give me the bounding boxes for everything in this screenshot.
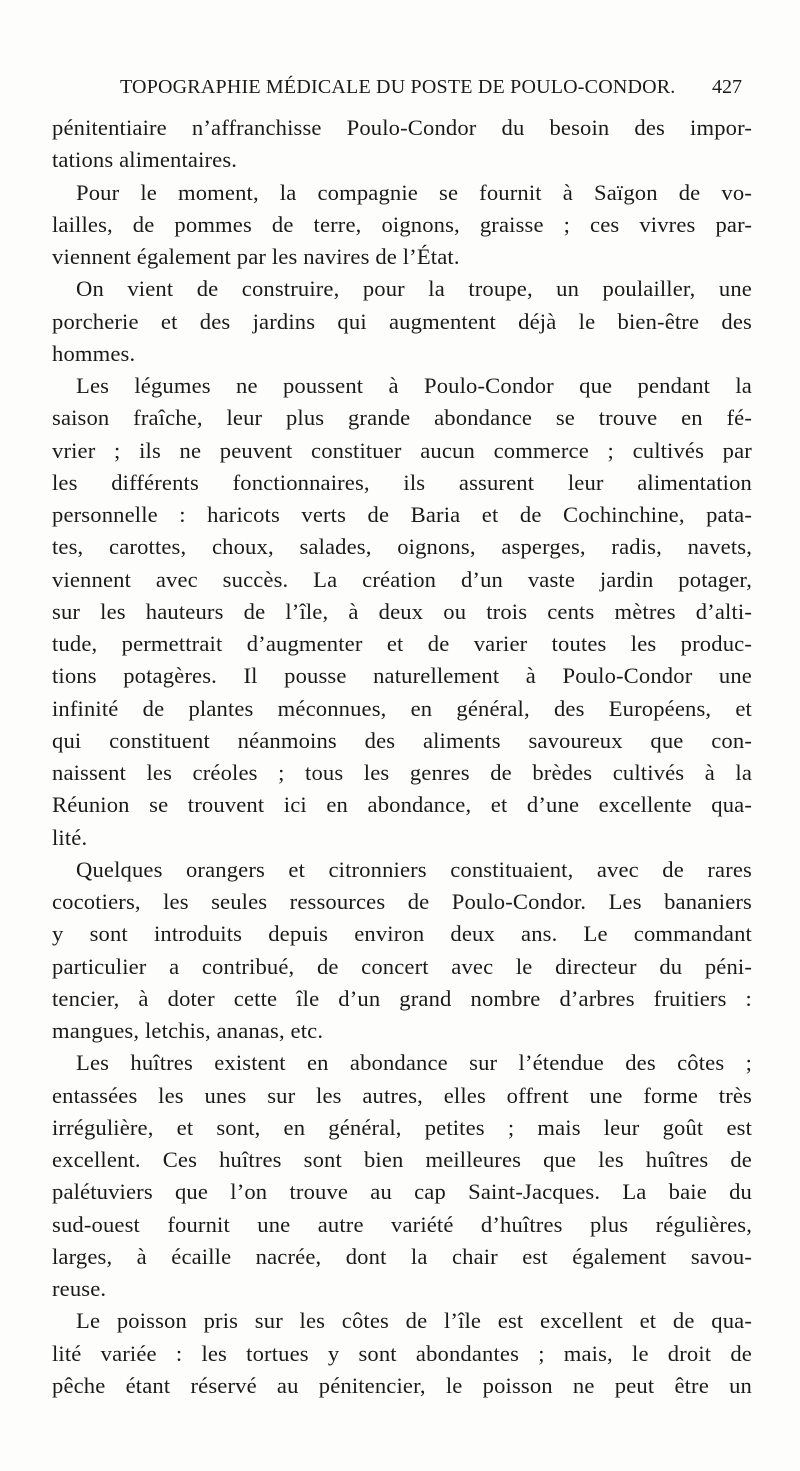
text-line: reuse. [52, 1276, 107, 1301]
text-line: Pour le moment, la compagnie se fournit à Saïgon de vo- [76, 179, 752, 205]
text-line: hommes. [52, 340, 136, 366]
text-line: personnelle : haricots verts de Baria et de Cochinchine, pata- [52, 502, 752, 527]
text-line: palétuviers que l’on trouve au cap Saint-Jacques. La baie du [52, 1179, 752, 1205]
text-line: les différents fonctionnaires, ils assurent leur alimentation [52, 469, 752, 495]
text-line: mangues, letchis, ananas, etc. [52, 1018, 324, 1043]
text-line: Réunion se trouvent ici en abondance, et d’une excellente qua- [52, 792, 752, 818]
text-line: porcherie et des jardins qui augmentent déjà le bien-être des [52, 308, 752, 334]
text-line: lité variée : les tortues y sont abondantes ; mais, le droit de [52, 1340, 752, 1366]
page-number: 427 [712, 76, 742, 98]
text-line: viennent avec succès. La création d’un vaste jardin potager, [52, 566, 752, 592]
text-line: saison fraîche, leur plus grande abondance se trouve en fé- [52, 405, 752, 431]
text-line: tude, permettrait d’augmenter et de varier toutes les produc- [52, 631, 752, 656]
text-line: tencier, à doter cette île d’un grand nombre d’arbres fruitiers : [52, 985, 752, 1011]
text-line: excellent. Ces huîtres sont bien meilleures que les huîtres de [52, 1147, 752, 1172]
text-line: sud-ouest fournit une autre variété d’huîtres plus régulières, [52, 1211, 752, 1237]
text-line: cocotiers, les seules ressources de Poulo-Condor. Les bananiers [52, 889, 752, 914]
body-text [52, 112, 752, 1402]
text-line: naissent les créoles ; tous les genres de brèdes cultivés à la [52, 760, 752, 785]
text-line: qui constituent néanmoins des aliments savoureux que con- [52, 727, 752, 753]
text-line: tations alimentaires. [52, 147, 238, 173]
text-line: On vient de construire, pour la troupe, un poulailler, une [76, 276, 752, 302]
text-line: larges, à écaille nacrée, dont la chair est également savou- [52, 1243, 752, 1269]
page-header [52, 76, 742, 106]
text-line: Les légumes ne poussent à Poulo-Condor que pendant la [76, 373, 752, 398]
text-line: vrier ; ils ne peuvent constituer aucun commerce ; cultivés par [52, 437, 752, 463]
text-line: irrégulière, et sont, en général, petites ; mais leur goût est [52, 1114, 752, 1140]
text-line: entassées les unes sur les autres, elles offrent une forme très [52, 1082, 752, 1108]
text-line: particulier a contribué, de concert avec le directeur du péni- [52, 953, 752, 979]
text-line: infinité de plantes méconnues, en général, des Européens, et [52, 695, 752, 721]
text-line: sur les hauteurs de l’île, à deux ou trois cents mètres d’alti- [52, 598, 752, 624]
text-line: Le poisson pris sur les côtes de l’île est excellent et de qua- [76, 1308, 752, 1334]
text-line: viennent également par les navires de l’État. [52, 244, 460, 269]
text-line: tes, carottes, choux, salades, oignons, asperges, radis, navets, [52, 534, 752, 560]
text-line: lité. [52, 824, 88, 850]
running-title: TOPOGRAPHIE MÉDICALE DU POSTE DE POULO-CONDOR. [120, 76, 676, 98]
text-line: Les huîtres existent en abondance sur l’étendue des côtes ; [76, 1050, 752, 1076]
text-line: pêche étant réservé au pénitencier, le poisson ne peut être un [52, 1372, 752, 1398]
text-line: lailles, de pommes de terre, oignons, graisse ; ces vivres par- [52, 211, 752, 237]
text-line: tions potagères. Il pousse naturellement à Poulo-Condor une [52, 663, 752, 689]
text-line: y sont introduits depuis environ deux ans. Le commandant [52, 921, 752, 947]
text-line: pénitentiaire n’affranchisse Poulo-Condor du besoin des impor- [52, 115, 752, 140]
text-line: Quelques orangers et citronniers constituaient, avec de rares [76, 856, 752, 882]
